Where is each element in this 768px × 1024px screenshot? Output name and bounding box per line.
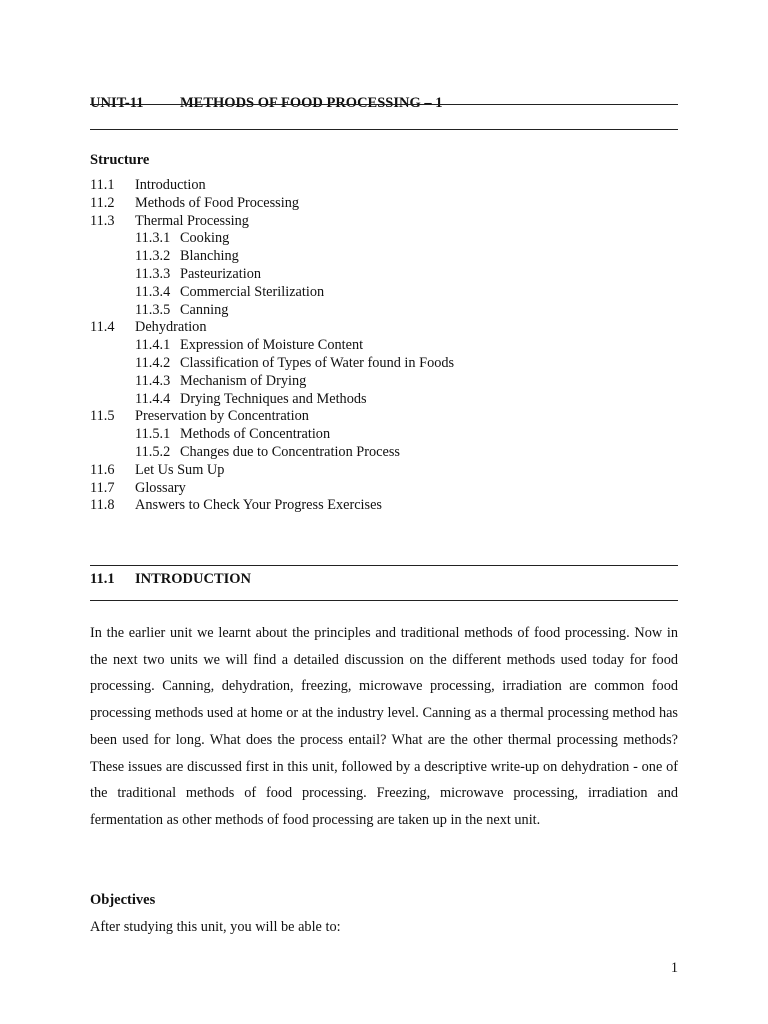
structure-item-label: Methods of Concentration: [180, 426, 331, 443]
structure-item: [90, 213, 678, 231]
structure-item-label: Cooking: [180, 230, 230, 247]
structure-item-label: Methods of Food Processing: [135, 194, 300, 211]
intro-heading-number: 11.1: [90, 571, 115, 587]
structure-item-number: 11.4.2: [135, 354, 171, 371]
title-bottom-rule: [90, 129, 678, 130]
structure-item-label: Introduction: [135, 177, 206, 193]
structure-item: [90, 302, 678, 320]
objectives-lead: After studying this unit, you will be able to:: [90, 919, 341, 935]
structure-item-label: Expression of Moisture Content: [180, 337, 364, 354]
structure-item-number: 11.4.1: [135, 337, 171, 354]
title-strike-rule: [90, 104, 678, 105]
structure-item-number: 11.6: [90, 461, 115, 478]
structure-item-number: 11.3.4: [135, 283, 171, 300]
structure-item-label: Canning: [180, 301, 229, 318]
structure-item-number: 11.3.2: [135, 248, 171, 265]
structure-item: [90, 195, 678, 213]
structure-item: [90, 373, 678, 391]
structure-item: [90, 230, 678, 248]
structure-item-label: Glossary: [135, 479, 186, 496]
structure-item: [90, 266, 678, 284]
structure-item: [90, 408, 678, 426]
structure-item-number: 11.4.3: [135, 372, 171, 389]
structure-item-label: Preservation by Concentration: [135, 408, 309, 425]
structure-item: [90, 355, 678, 373]
structure-item-label: Changes due to Concentration Process: [180, 443, 400, 460]
objectives-heading: Objectives: [90, 892, 156, 908]
structure-item-label: Mechanism of Drying: [180, 372, 307, 389]
structure-item-number: 11.1: [90, 177, 115, 193]
structure-item: [90, 444, 678, 462]
structure-item-number: 11.3.3: [135, 265, 171, 282]
structure-item: [90, 177, 678, 195]
structure-item: [90, 497, 678, 515]
structure-item-number: 11.3: [90, 212, 115, 229]
structure-list: [90, 177, 678, 515]
structure-item-label: Classification of Types of Water found in Foods: [180, 354, 455, 371]
structure-item: [90, 284, 678, 302]
unit-number: UNIT-11: [90, 95, 144, 111]
structure-item: [90, 337, 678, 355]
structure-item-number: 11.4.4: [135, 390, 171, 407]
structure-item: [90, 426, 678, 444]
structure-item-label: Dehydration: [135, 319, 207, 336]
unit-title: [90, 94, 678, 112]
structure-item: [90, 248, 678, 266]
intro-paragraph: In the earlier unit we learnt about the principles and traditional methods of food processing. Now in the next two units we will find a detailed discussion on the different methods used today for food processing. Canning, dehydration, freezing, microwave processing, irradiation are common food processing methods used at home or at the industry level. Canning as a thermal processing method has been used for long. What does the process entail? What are the other thermal processing methods? These issues are discussed first in this unit, followed by a descriptive write-up on dehydration - one of the traditional methods of food processing. Freezing, microwave processing, irradiation and fermentation as other methods of food processing are taken up in the next unit.: [90, 625, 678, 828]
structure-item-number: 11.8: [90, 497, 115, 514]
structure-item-label: Commercial Sterilization: [180, 283, 325, 300]
structure-item-number: 11.5.2: [135, 443, 171, 460]
structure-item: [90, 319, 678, 337]
structure-item-number: 11.7: [90, 479, 115, 496]
structure-item-label: Let Us Sum Up: [135, 461, 225, 478]
intro-heading: [90, 570, 251, 588]
structure-item-number: 11.5.1: [135, 426, 171, 443]
structure-item-label: Thermal Processing: [135, 212, 249, 229]
structure-item-number: 11.3.1: [135, 230, 171, 247]
structure-item-number: 11.4: [90, 319, 115, 336]
intro-heading-text: INTRODUCTION: [135, 571, 252, 587]
unit-title-text: METHODS OF FOOD PROCESSING – 1: [180, 95, 443, 111]
structure-item-label: Drying Techniques and Methods: [180, 390, 367, 407]
structure-item-number: 11.5: [90, 408, 115, 425]
page-number: 1: [670, 960, 678, 976]
structure-item-label: Blanching: [180, 248, 239, 265]
structure-item-number: 11.3.5: [135, 301, 171, 318]
structure-item: [90, 480, 678, 498]
structure-item: [90, 391, 678, 409]
structure-item-number: 11.2: [90, 194, 115, 211]
intro-bottom-rule: [90, 600, 678, 601]
structure-item-label: Answers to Check Your Progress Exercises: [135, 497, 382, 514]
structure-item: [90, 462, 678, 480]
structure-heading: Structure: [90, 152, 150, 168]
structure-item-label: Pasteurization: [180, 265, 261, 282]
intro-top-rule: [90, 565, 678, 566]
